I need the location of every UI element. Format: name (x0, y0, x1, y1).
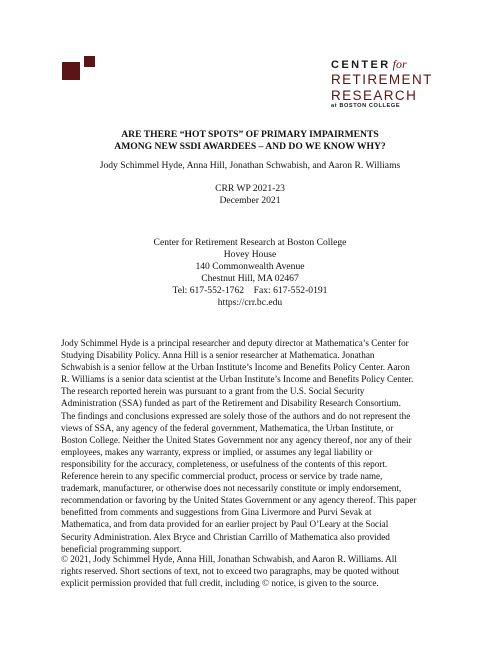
text-line: beneficial programming support. (61, 543, 182, 554)
logo-square-large (62, 62, 80, 80)
text-line: Boston College. Neither the United States Government nor any agency thereof, nor any of their (61, 434, 412, 445)
address-url[interactable]: https://crr.bc.edu (217, 297, 283, 308)
text-line: Studying Disability Policy. Anna Hill is a senior researcher at Mathematica. Jonathan (61, 350, 375, 361)
text-line: Jody Schimmel Hyde is a principal researcher and deputy director at Mathematica’s Center for (61, 338, 409, 348)
text-line: Reference herein to any specific commercial product, process or service by trade name, (61, 471, 383, 482)
address-street: 140 Commonwealth Avenue (195, 261, 305, 272)
text-line: explicit permission provided that full credit, including © notice, is given to the source. (61, 578, 379, 589)
logo-line-center: CENTER for (331, 57, 407, 71)
copyright-paragraph (61, 553, 446, 589)
text-line: trademark, manufacturer, or otherwise does not necessarily constitute or imply endorsement, (61, 483, 402, 494)
address-phone-fax: Tel: 617-552-1762 Fax: 617-552-0191 (172, 285, 328, 296)
working-paper-info (40, 183, 460, 207)
text-line: benefitted from comments and suggestions from Gina Livermore and Purvi Sevak at (61, 507, 372, 518)
text-line: views of SSA, any agency of the federal government, Mathematica, the Urban Institute, or (61, 422, 394, 433)
author-list: Jody Schimmel Hyde, Anna Hill, Jonathan Schwabish, and Aaron R. Williams (99, 160, 401, 171)
address-org: Center for Retirement Research at Boston College (153, 237, 347, 248)
text-line: The findings and conclusions expressed are solely those of the authors and do not represent the (61, 410, 411, 421)
logo-line-research: RESEARCH (331, 87, 418, 103)
address-block (40, 237, 460, 309)
author-disclaimer-paragraph (61, 337, 446, 555)
text-line: Mathematica, and from data provided for an earlier project by Paul O’Leary at the Social (61, 519, 389, 530)
text-line: employees, makes any warranty, express or implied, or assumes any legal liability or (61, 446, 373, 457)
text-line: Security Administration. Alex Bryce and Christian Carrillo of Mathematica also provided (61, 531, 390, 542)
text-line: recommendation or favoring by the United States Government or any agency thereof. This paper (61, 495, 417, 506)
logo-line-retirement: RETIREMENT (331, 72, 433, 87)
title-line-1: ARE THERE “HOT SPOTS” OF PRIMARY IMPAIRMENTS (121, 129, 379, 140)
address-building: Hovey House (223, 249, 277, 260)
text-line: Administration (SSA) funded as part of the Retirement and Disability Research Consortium. (61, 398, 401, 409)
logo-line-boston-college: at BOSTON COLLEGE (331, 103, 401, 109)
paper-title (40, 129, 460, 153)
text-line: The research reported herein was pursuant to a grant from the U.S. Social Security (61, 386, 365, 397)
text-line: rights reserved. Short sections of text, not to exceed two paragraphs, may be quoted without (61, 566, 400, 577)
text-line: responsibility for the accuracy, completeness, or usefulness of the contents of this report. (61, 458, 388, 469)
title-line-2: AMONG NEW SSDI AWARDEES – AND DO WE KNOW WHY? (114, 141, 386, 152)
working-paper-date: December 2021 (219, 195, 281, 206)
text-line: Schwabish is a senior fellow at the Urban Institute’s Income and Benefits Policy Center. Aaron (61, 362, 410, 373)
working-paper-number: CRR WP 2021-23 (215, 183, 285, 194)
logo-mark (62, 56, 96, 80)
logo-square-small (84, 56, 95, 67)
address-city: Chestnut Hill, MA 02467 (201, 273, 299, 284)
crr-logo (331, 58, 451, 110)
text-line: R. Williams is a senior data scientist at the Urban Institute’s Income and Benefits Policy Center. (61, 374, 414, 385)
text-line: © 2021, Jody Schimmel Hyde, Anna Hill, Jonathan Schwabish, and Aaron R. Williams. All (61, 554, 397, 564)
